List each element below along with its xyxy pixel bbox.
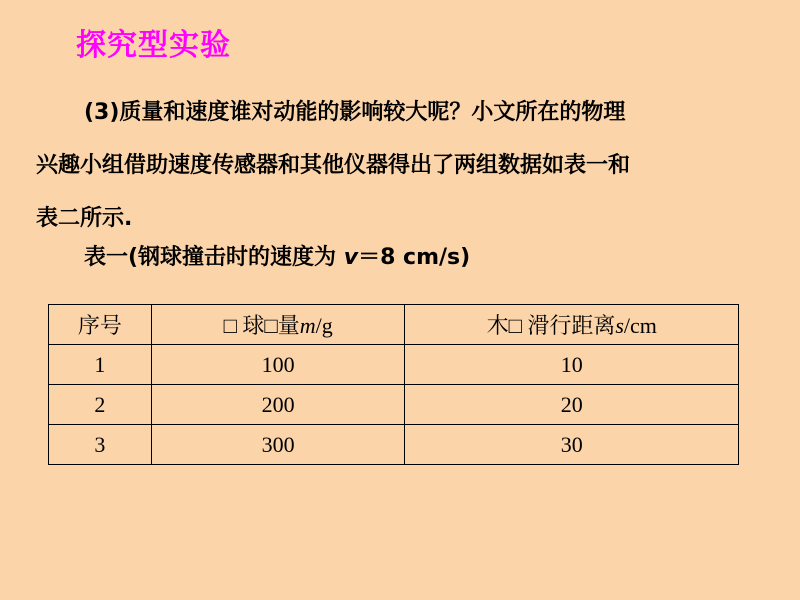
table-row [49, 425, 739, 465]
header-mass [151, 305, 405, 345]
table-cell: 20 [405, 385, 739, 425]
table-cell: 200 [151, 385, 405, 425]
table-row [49, 385, 739, 425]
table-caption [84, 240, 470, 271]
paragraph-line-1: (3)质量和速度谁对动能的影响较大呢？小文所在的物理 [84, 100, 626, 125]
caption-suffix: ＝8 cm/s) [358, 245, 471, 270]
table-cell: 30 [405, 425, 739, 465]
caption-variable: v [343, 245, 359, 270]
paragraph-line-3: 表二所示. [36, 206, 133, 231]
header-distance-unit: /cm [623, 313, 657, 338]
table-cell: 2 [49, 385, 152, 425]
header-mass-unit: /g [315, 313, 333, 338]
table-header-row [49, 305, 739, 345]
paragraph-line-2: 兴趣小组借助速度传感器和其他仪器得出了两组数据如表一和 [36, 153, 631, 178]
slide-title: 探究型实验 [76, 28, 231, 63]
header-index: 序号 [49, 305, 152, 345]
table-cell: 100 [151, 345, 405, 385]
header-distance-text: 木□ 滑行距离 [486, 313, 616, 338]
table-cell: 3 [49, 425, 152, 465]
data-table [48, 304, 739, 465]
header-mass-var: m [299, 313, 316, 338]
table-cell: 1 [49, 345, 152, 385]
header-mass-text: □ 球□量 [223, 313, 300, 338]
header-distance [405, 305, 739, 345]
caption-prefix: 表一(钢球撞击时的速度为 [84, 245, 344, 270]
table-row [49, 345, 739, 385]
header-distance-var: s [615, 313, 624, 338]
problem-paragraph [36, 86, 766, 245]
table-cell: 10 [405, 345, 739, 385]
table-cell: 300 [151, 425, 405, 465]
